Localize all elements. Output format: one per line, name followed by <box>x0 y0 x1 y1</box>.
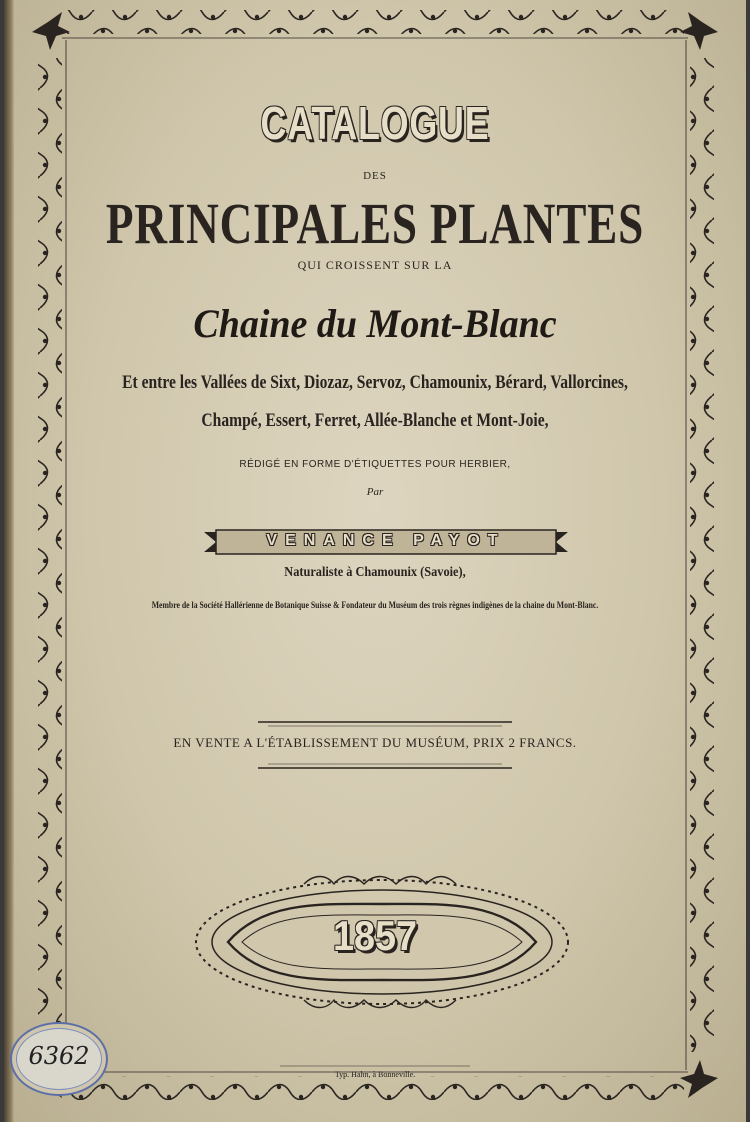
author-ribbon <box>210 530 562 552</box>
author-name: VENANCE PAYOT <box>266 532 506 549</box>
shelfmark-number: 6362 <box>28 1042 90 1070</box>
printer-imprint: Typ. Hahn, à Bonneville. <box>334 1070 416 1079</box>
text-par: Par <box>366 486 384 498</box>
sale-notice: EN VENTE A L'ÉTABLISSEMENT DU MUSÉUM, PRIX 2 FRANCS. <box>173 735 577 750</box>
title-page <box>4 0 746 1122</box>
title-principales-plantes: PRINCIPALES PLANTES <box>105 191 645 256</box>
library-stamp <box>10 1022 108 1096</box>
text-redige: RÉDIGÉ EN FORME D'ÉTIQUETTES POUR HERBIER, <box>239 459 511 470</box>
publication-year: 1857 <box>332 912 418 959</box>
title-catalogue: CATALOGUE <box>260 97 490 149</box>
subtitle-qui-croissent: QUI CROISSENT SUR LA <box>297 258 453 272</box>
title-chaine-du-mont-blanc: Chaine du Mont-Blanc <box>193 301 557 346</box>
author-membership: Membre de la Société Hallérienne de Botanique Suisse & Fondateur du Muséum des trois règnes indigènes de la chaine du Mont-Blanc. <box>151 600 599 610</box>
author-title: Naturaliste à Chamounix (Savoie), <box>284 565 466 580</box>
text-villages: Champé, Essert, Ferret, Allée-Blanche et Mont-Joie, <box>201 410 549 431</box>
text-vallees: Et entre les Vallées de Sixt, Diozaz, Servoz, Chamounix, Bérard, Vallorcines, <box>122 372 628 393</box>
title-des: DES <box>363 170 387 182</box>
